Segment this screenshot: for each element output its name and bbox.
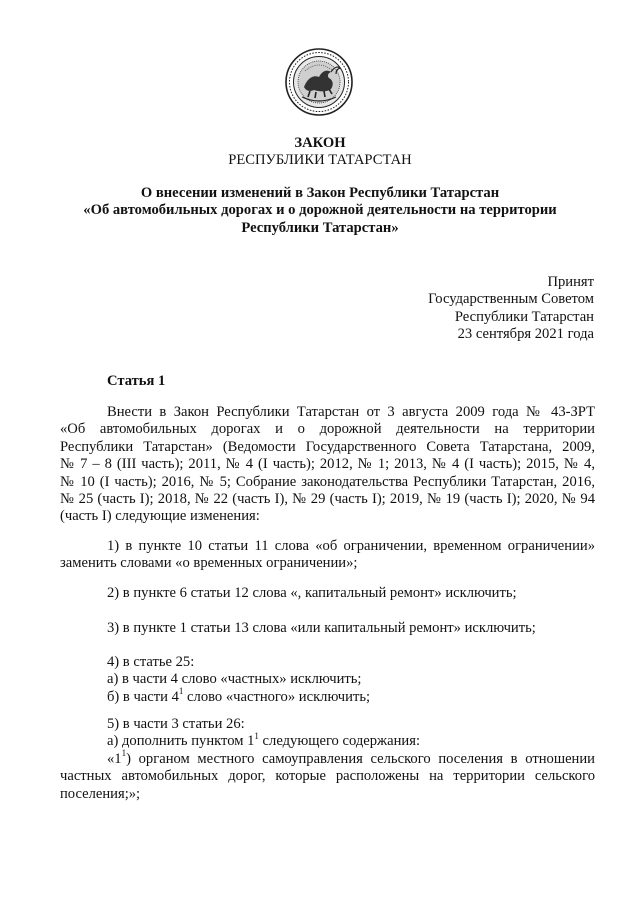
article-heading: Статья 1 <box>107 373 166 389</box>
amendment-item-2 <box>60 585 595 602</box>
intro-line: «Об автомобильных дорогах и о дорожной деятельности на территории <box>60 421 595 438</box>
item-line: 1) в пункте 10 статьи 11 слова «об ограничении, временном ограничении» <box>107 538 595 554</box>
adoption-date: 23 сентября 2021 года <box>457 326 594 343</box>
item-line: 3) в пункте 1 статьи 13 слова «или капитальный ремонт» исключить; <box>107 620 536 636</box>
item-text: слово «частного» исключить; <box>183 688 371 705</box>
amendment-item-4 <box>60 654 595 706</box>
adoption-line: Принят <box>547 274 594 290</box>
item-text: «1 <box>107 750 122 767</box>
item-line: частных автомобильных дорог, которые расположены на территории сельского <box>60 768 595 785</box>
item-line: 2) в пункте 6 статьи 12 слова «, капитальный ремонт» исключить; <box>107 585 517 601</box>
tatarstan-emblem-icon <box>284 47 354 117</box>
item-line: а) в части 4 слово «частных» исключить; <box>107 671 362 688</box>
article-intro <box>60 404 595 526</box>
item-text: следующего содержания: <box>258 733 421 750</box>
intro-line: Республики Татарстан» (Ведомости Государственного Совета Татарстана, 2009, <box>60 438 595 455</box>
subject-line: Республики Татарстан» <box>241 219 399 236</box>
intro-line: № 10 (I часть); 2016, № 5; Собрание законодательства Республики Татарстан, 2016, <box>60 473 595 490</box>
item-line <box>60 730 595 750</box>
item-line: 4) в статье 25: <box>107 654 195 670</box>
item-line <box>60 685 595 706</box>
item-line: поселения;»; <box>60 785 141 802</box>
republic-name: РЕСПУБЛИКИ ТАТАРСТАН <box>228 152 412 168</box>
law-title: ЗАКОН <box>294 135 346 151</box>
adoption-line: Государственным Советом <box>428 291 594 308</box>
subject-line: «Об автомобильных дорогах и о дорожной деятельности на территории <box>83 202 557 219</box>
superscript: 1 <box>178 685 184 696</box>
amendment-item-5 <box>60 716 595 803</box>
amendment-item-1 <box>60 538 595 573</box>
intro-line: № 7 – 8 (III часть); 2011, № 4 (I часть); 2012, № 1; 2013, № 4 (I часть); 2015, № 4, <box>60 456 595 473</box>
item-text: ) органом местного самоуправления сельского поселения в отношении <box>126 750 595 767</box>
item-line: заменить словами «о временных ограничении»; <box>60 555 358 572</box>
intro-line: (часть I) следующие изменения: <box>60 508 260 525</box>
item-line: 5) в части 3 статьи 26: <box>107 716 245 732</box>
adoption-line: Республики Татарстан <box>454 308 594 325</box>
item-text: б) в части 4 <box>107 688 179 705</box>
adoption-block <box>428 274 594 344</box>
intro-line: Внести в Закон Республики Татарстан от 3 августа 2009 года № 43-ЗРТ <box>107 404 595 420</box>
law-subject <box>0 185 640 237</box>
superscript: 1 <box>121 747 127 758</box>
item-text: а) дополнить пунктом 1 <box>107 733 255 750</box>
item-line <box>60 747 595 768</box>
amendment-item-3 <box>60 620 595 637</box>
subject-line: О внесении изменений в Закон Республики Татарстан <box>140 185 500 201</box>
intro-line: № 25 (часть I); 2018, № 22 (часть I), № 29 (часть I); 2019, № 19 (часть I); 2020, № 94 <box>60 491 595 508</box>
superscript: 1 <box>254 730 259 741</box>
